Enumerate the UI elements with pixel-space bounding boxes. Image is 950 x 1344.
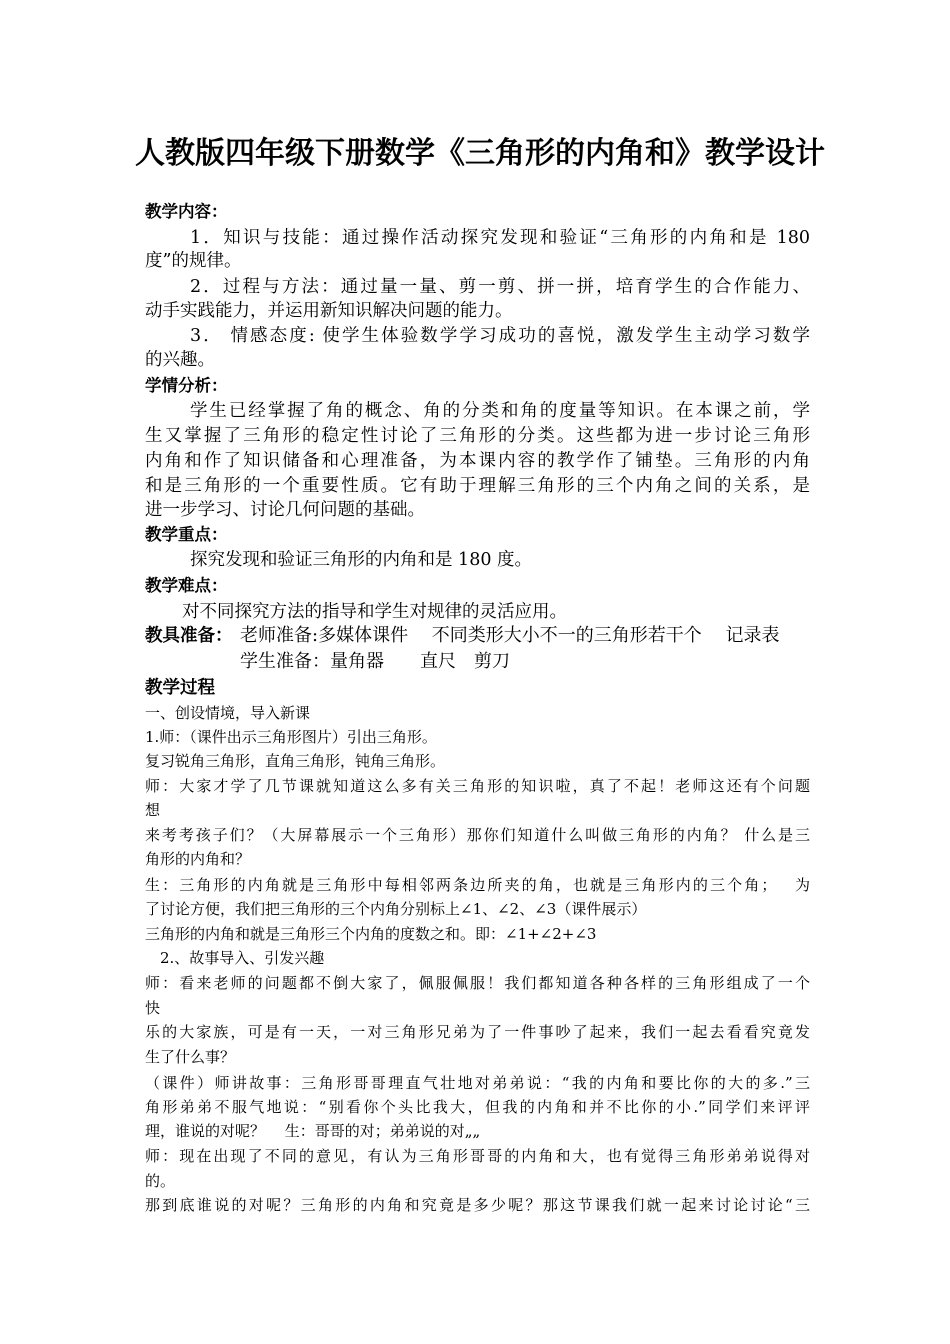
process-line: 的。 bbox=[145, 1172, 176, 1190]
content-item-2: 2．过程与方法：通过量一量、剪一剪、拼一拼，培育学生的合作能力、 bbox=[190, 277, 810, 297]
content-item-3-cont: 的兴趣。 bbox=[145, 350, 215, 370]
analysis-heading: 学情分析： bbox=[145, 376, 228, 395]
process-line: 了讨论方便，我们把三角形的三个内角分别标上∠1、∠2、∠3（课件展示） bbox=[145, 900, 647, 918]
analysis-line-5: 进一步学习、讨论几何问题的基础。 bbox=[145, 500, 425, 520]
process-line: 2.、故事导入、引发兴趣 bbox=[160, 949, 325, 967]
process-line: 快 bbox=[145, 999, 161, 1017]
process-line: 一、创设情境，导入新课 bbox=[145, 704, 311, 722]
process-line: 想 bbox=[145, 801, 161, 819]
key-point-text: 探究发现和验证三角形的内角和是 180 度。 bbox=[190, 550, 533, 570]
difficulty-text: 对不同探究方法的指导和学生对规律的灵活应用。 bbox=[182, 602, 567, 622]
process-line: 师：看来老师的问题都不倒大家了，佩服佩服！我们都知道各种各样的三角形组成了一个 bbox=[145, 974, 810, 992]
process-line: 乐的大家族，可是有一天，一对三角形兄弟为了一件事吵了起来，我们一起去看看究竟发 bbox=[145, 1023, 810, 1041]
analysis-line-1: 学生已经掌握了角的概念、角的分类和角的度量等知识。在本课之前，学 bbox=[190, 401, 810, 421]
tools-student: 学生准备：量角器 直尺 剪刀 bbox=[240, 651, 510, 672]
content-item-2-cont: 动手实践能力，并运用新知识解决问题的能力。 bbox=[145, 301, 513, 321]
analysis-line-2: 生又掌握了三角形的稳定性讨论了三角形的分类。这些都为进一步讨论三角形 bbox=[145, 426, 810, 446]
tools-teacher: 老师准备:多媒体课件 不同类形大小不一的三角形若干个 记录表 bbox=[240, 625, 780, 646]
process-line: 理，谁说的对呢？ 生：哥哥的对；弟弟说的对„„ bbox=[145, 1122, 481, 1140]
analysis-line-4: 和是三角形的一个重要性质。它有助于理解三角形的三个内角之间的关系，是 bbox=[145, 476, 810, 496]
tools-heading: 教具准备： bbox=[145, 626, 233, 646]
key-point-heading: 教学重点： bbox=[145, 525, 228, 544]
analysis-line-3: 内角和作了知识储备和心理准备，为本课内容的教学作了铺垫。三角形的内角 bbox=[145, 451, 810, 471]
content-item-3: 3． 情感态度: 使学生体验数学学习成功的喜悦，激发学生主动学习数学 bbox=[190, 326, 810, 346]
process-line: 角形的内角和？ bbox=[145, 850, 251, 868]
process-line: 师：大家才学了几节课就知道这么多有关三角形的知识啦，真了不起！老师这还有个问题 bbox=[145, 777, 810, 795]
process-line: 那到底谁说的对呢？三角形的内角和究竟是多少呢？那这节课我们就一起来讨论讨论“三 bbox=[145, 1196, 810, 1214]
process-line: （课件）师讲故事：三角形哥哥理直气壮地对弟弟说：“我的内角和要比你的大的多.”三 bbox=[145, 1074, 810, 1092]
process-line: 复习锐角三角形，直角三角形，钝角三角形。 bbox=[145, 752, 446, 770]
difficulty-heading: 教学难点： bbox=[145, 576, 228, 595]
content-heading: 教学内容： bbox=[145, 202, 228, 221]
process-line: 1.师：（课件出示三角形图片）引出三角形。 bbox=[145, 728, 437, 746]
process-line: 生了什么事？ bbox=[145, 1048, 236, 1066]
content-item-1: 1．知识与技能：通过操作活动探究发现和验证“三角形的内角和是 180 bbox=[190, 228, 810, 248]
process-line: 角形弟弟不服气地说：“别看你个头比我大，但我的内角和并不比你的小.”同学们来评评 bbox=[145, 1098, 810, 1116]
process-line: 三角形的内角和就是三角形三个内角的度数之和。即：∠1+∠2+∠3 bbox=[145, 925, 597, 943]
process-line: 来考考孩子们？（大屏幕展示一个三角形）那你们知道什么叫做三角形的内角？ 什么是三 bbox=[145, 826, 810, 844]
page-title: 人教版四年级下册数学《三角形的内角和》教学设计 bbox=[135, 136, 825, 171]
process-line: 生：三角形的内角就是三角形中每相邻两条边所夹的角，也就是三角形内的三个角； 为 bbox=[145, 876, 810, 894]
process-line: 师：现在出现了不同的意见，有认为三角形哥哥的内角和大，也有觉得三角形弟弟说得对 bbox=[145, 1147, 810, 1165]
process-heading: 教学过程 bbox=[145, 678, 215, 698]
content-item-1-cont: 度”的规律。 bbox=[145, 251, 242, 271]
